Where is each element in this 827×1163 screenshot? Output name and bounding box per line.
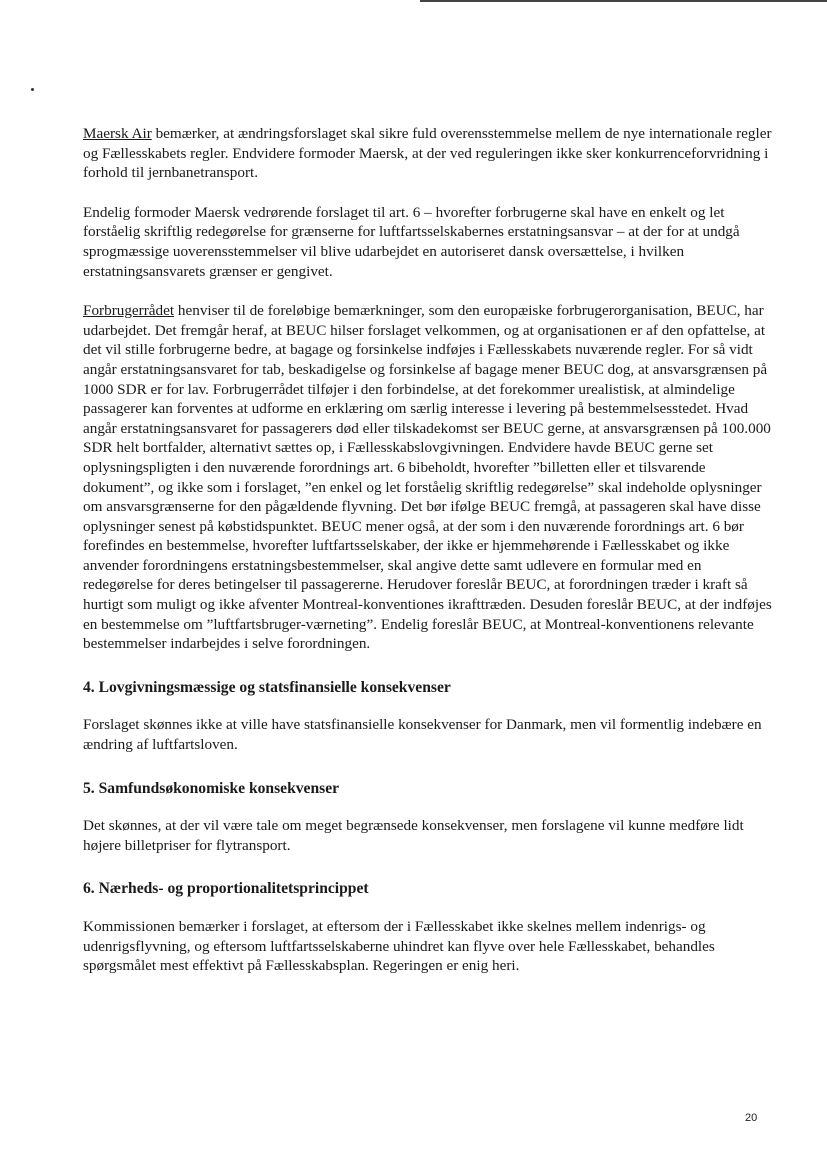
page-number: 20 <box>745 1112 758 1124</box>
section-body-4: Forslaget skønnes ikke at ville have statsfinansielle konsekvenser for Danmark, men vil formentlig indebære en ændring af luftfartsloven. <box>83 716 762 754</box>
paragraph-forbrugerraadet <box>83 301 773 654</box>
section-heading-4: 4. Lovgivningsmæssige og statsfinansielle konsekvenser <box>83 678 451 696</box>
margin-mark <box>31 88 34 91</box>
section-heading-6: 6. Nærheds- og proportionalitetsprincippet <box>83 880 369 898</box>
paragraph-maersk-air <box>83 124 773 183</box>
section-heading-5: 5. Samfundsøkonomiske konsekvenser <box>83 779 340 797</box>
paragraph-text: bemærker, at ændringsforslaget skal sikre fuld overensstemmelse mellem de nye internationale regler og Fællesskabets regler. Endvidere formoder Maersk, at der ved reguleringen ikke sker konkurrenceforvridning i forhold til jernbanetransport. <box>83 125 772 182</box>
paragraph-lead-forbrugerraadet: Forbrugerrådet <box>83 302 175 320</box>
paragraph-text: henviser til de foreløbige bemærkninger, som den europæiske forbrugerorganisation, BEUC, har udarbejdet. Det fremgår heraf, at BEUC hilser forslaget velkommen, og at organisationen er af den opfattelse, at det vil stille forbrugerne bedre, at bagage og forsinkelse indføjes i Fællesskabets nuværende regler. For så vidt angår erstatningsansvaret for tab, beskadigelse og forsinkelse af bagage mener BEUC dog, at ansvarsgrænsen på 1000 SDR er for lav. Forbrugerrådet tilføjer i den forbindelse, at det forekommer urealistisk, at almindelige passagerer kan forventes at udforme en erklæring om særlig interesse i levering på bestemmelsesstedet. Hvad angår erstatningsansvaret for passagerers død eller tilskadekomst ser BEUC gerne, at ansvarsgrænsen på 100.000 SDR helt bortfalder, alternativt sættes op, i Fællesskabslovgivningen. Endvidere havde BEUC gerne set oplysningspligten i den nuværende forordnings art. 6 bibeholdt, hvorefter ”billetten eller et tilsvarende dokument”, og ikke som i forslaget, ”en enkel og let forståelig skriftlig redegørelse” skal indeholde oplysninger om ansvarsgrænserne for den pågældende flyvning. Det bør ifølge BEUC fremgå, at passageren skal have disse oplysninger senest på købstidspunktet. BEUC mener også, at der som i den nuværende forordnings art. 6 bør forefindes en bestemmelse, hvorefter luftfartsselskaber, der ikke er hjemmehørende i Fællesskabet og ikke anvender forordningens erstatningsbestemmelser, skal angive dette samt udlevere en formular med en redegørelse for deres betingelser til passagererne. Herudover foreslår BEUC, at forordningen træder i kraft så hurtigt som muligt og ikke afventer Montreal-konventiones ikrafttræden. Desuden foreslår BEUC, at der indføjes en bestemmelse om ”luftfartsbruger-værneting”. Endelig foreslår BEUC, at Montreal-konventionens relevante bestemmelser indarbejdes i selve forordningen. <box>83 302 772 653</box>
section-body-5: Det skønnes, at der vil være tale om meget begrænsede konsekvenser, men forslagene vil kunne medføre lidt højere billetpriser for flytransport. <box>83 817 744 854</box>
paragraph-lead-maersk-air: Maersk Air <box>83 125 152 142</box>
paragraph-maersk-art6: Endelig formoder Maersk vedrørende forslaget til art. 6 – hvorefter forbrugerne skal have en enkelt og let forståelig skriftlig redegørelse for grænserne for luftfartsselskabernes erstatningsansvar – at der for at undgå sprogmæssige uoverensstemmelser vil blive udarbejdet en autoriseret dansk oversættelse, i hvilken erstatningsansvarets grænser er gengivet. <box>83 203 740 280</box>
document-body <box>83 124 773 996</box>
section-body-6: Kommissionen bemærker i forslaget, at eftersom der i Fællesskabet ikke skelnes mellem indenrigs- og udenrigsflyvning, og eftersom luftfartsselskaberne uhindret kan flyve over hele Fællesskabet, behandles spørgsmålet mest effektivt på Fællesskabsplan. Regeringen er enig heri. <box>83 918 715 975</box>
page-top-rule <box>420 0 827 2</box>
